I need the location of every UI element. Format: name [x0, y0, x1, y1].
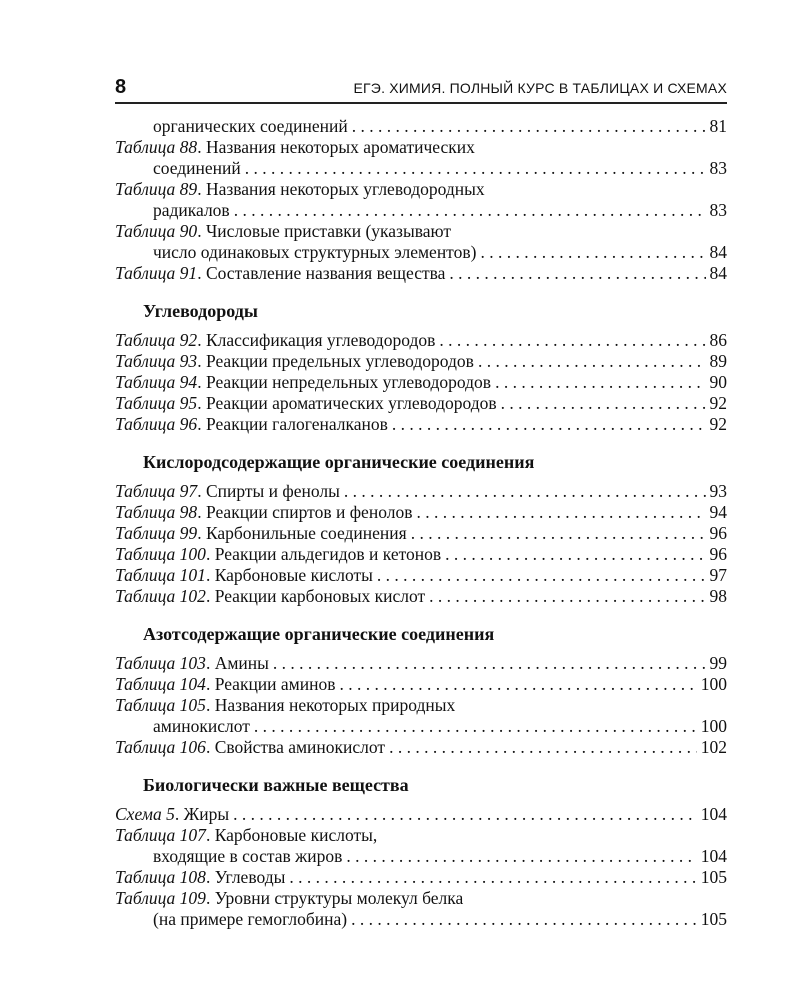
toc-page: 90 — [709, 372, 727, 392]
toc-entry-text: Числовые приставки (указывают — [205, 221, 452, 241]
toc-label: Таблица 90 — [115, 221, 198, 241]
toc-entry-text: Классификация углеводородов — [205, 330, 436, 350]
toc-entry-text: Названия некоторых природных — [214, 695, 456, 715]
toc-page: 89 — [709, 351, 727, 371]
toc-page: 94 — [709, 502, 727, 522]
toc-entry: Таблица 90 . Числовые приставки (указывают — [115, 221, 452, 241]
toc-entry-continuation — [115, 158, 727, 179]
toc-page: 96 — [709, 523, 727, 543]
toc-entry: Таблица 102 . Реакции карбоновых кислот . . . 98 — [115, 586, 727, 607]
toc-page: 83 — [709, 158, 727, 178]
toc-label: Таблица 91 — [115, 263, 198, 283]
toc-entry-continuation — [115, 716, 727, 737]
toc-entry: Таблица 107 . Карбоновые кислоты, — [115, 825, 378, 845]
toc-page: 105 — [700, 867, 727, 887]
toc-entry-text: Реакции аминов — [214, 674, 336, 694]
toc-page: 100 — [700, 674, 727, 694]
toc-entry: Таблица 100 . Реакции альдегидов и кетонов . . . 96 — [115, 544, 727, 565]
toc-label: Таблица 109 — [115, 888, 206, 908]
toc-entry: Таблица 98 . Реакции спиртов и фенолов . . . 94 — [115, 502, 727, 523]
toc-entry: Таблица 94 . Реакции непредельных углеводородов . . . 90 — [115, 372, 727, 393]
toc-entry-text: Жиры — [183, 804, 230, 824]
toc-entry-text: соединений — [153, 158, 241, 178]
toc-entry-continuation — [115, 846, 727, 867]
toc-entry: Таблица 97 . Спирты и фенолы . . . 93 — [115, 481, 727, 502]
section-heading: Биологически важные вещества — [143, 775, 409, 795]
toc-label: Таблица 88 — [115, 137, 198, 157]
toc-entry-text: Реакции предельных углеводородов — [205, 351, 474, 371]
toc-entry-text: Уровни структуры молекул белка — [214, 888, 464, 908]
toc-label: Таблица 95 — [115, 393, 198, 413]
toc-entry: Таблица 88 . Названия некоторых ароматических — [115, 137, 475, 157]
toc-entry-text: Реакции ароматических углеводородов — [205, 393, 497, 413]
toc-entry-text: Названия некоторых ароматических — [205, 137, 475, 157]
toc-page: 84 — [709, 242, 727, 262]
toc-label: Таблица 94 — [115, 372, 198, 392]
toc-page: 102 — [700, 737, 727, 757]
toc-label: Таблица 108 — [115, 867, 206, 887]
toc-label: Таблица 104 — [115, 674, 206, 694]
toc-entry: Таблица 103 . Амины . . . 99 — [115, 653, 727, 674]
toc-page: 92 — [709, 414, 727, 434]
toc-entry-text: Карбонильные соединения — [205, 523, 407, 543]
toc-page: 98 — [709, 586, 727, 606]
section-heading: Углеводороды — [143, 301, 258, 321]
toc-label: Таблица 89 — [115, 179, 198, 199]
toc-page: 81 — [709, 116, 727, 136]
toc-entry-text: аминокислот — [153, 716, 250, 736]
toc-entry: Таблица 95 . Реакции ароматических углеводородов . . . 92 — [115, 393, 727, 414]
toc-entry: Таблица 105 . Названия некоторых природных — [115, 695, 456, 715]
toc-page: 104 — [700, 804, 727, 824]
toc-entry: Таблица 101 . Карбоновые кислоты . . . 97 — [115, 565, 727, 586]
toc-label: Таблица 92 — [115, 330, 198, 350]
page-number: 8 — [115, 76, 127, 98]
toc-entry: Таблица 92 . Классификация углеводородов . . . 86 — [115, 330, 727, 351]
toc-page: 105 — [700, 909, 727, 929]
toc-entry-text: Составление названия вещества — [205, 263, 446, 283]
toc-label: Таблица 102 — [115, 586, 206, 606]
toc-page: 93 — [709, 481, 727, 501]
section-heading: Кислородсодержащие органические соединения — [143, 452, 535, 472]
toc-entry — [115, 116, 727, 137]
toc-page: 84 — [709, 263, 727, 283]
toc-entry-text: органических соединений — [153, 116, 348, 136]
toc-entry-text: (на примере гемоглобина) — [153, 909, 348, 929]
toc-entry-text: Свойства аминокислот — [214, 737, 386, 757]
toc-entry-continuation — [115, 242, 727, 263]
page-header — [115, 72, 727, 104]
toc-entry-text: радикалов — [153, 200, 230, 220]
toc-page: 104 — [700, 846, 727, 866]
toc-page: 97 — [709, 565, 727, 585]
toc-label: Таблица 103 — [115, 653, 206, 673]
toc-label: Схема 5 — [115, 804, 175, 824]
toc-page: 92 — [709, 393, 727, 413]
toc-label: Таблица 96 — [115, 414, 198, 434]
toc-entry-continuation — [115, 909, 727, 930]
toc-label: Таблица 93 — [115, 351, 198, 371]
toc-entry-text: входящие в состав жиров — [153, 846, 343, 866]
toc-entry-text: Амины — [214, 653, 269, 673]
toc-entry: Таблица 108 . Углеводы . . . 105 — [115, 867, 727, 888]
toc-entry-continuation — [115, 200, 727, 221]
toc-entry-text: Реакции галогеналканов — [205, 414, 388, 434]
toc-label: Таблица 107 — [115, 825, 206, 845]
toc-entry: Таблица 91 . Составление названия вещества . . . 84 — [115, 263, 727, 284]
toc-entry-text: число одинаковых структурных элементов) — [153, 242, 477, 262]
toc-entry: Таблица 104 . Реакции аминов . . . 100 — [115, 674, 727, 695]
toc-label: Таблица 99 — [115, 523, 198, 543]
toc-entry-text: Названия некоторых углеводородных — [205, 179, 485, 199]
toc-entry-text: Карбоновые кислоты — [214, 565, 373, 585]
book-page — [115, 72, 727, 930]
toc-page: 99 — [709, 653, 727, 673]
toc-entry: Таблица 106 . Свойства аминокислот . . . 102 — [115, 737, 727, 758]
toc-page: 96 — [709, 544, 727, 564]
toc-entry-text: Реакции альдегидов и кетонов — [214, 544, 442, 564]
toc-label: Таблица 105 — [115, 695, 206, 715]
toc-entry-text: Спирты и фенолы — [205, 481, 340, 501]
toc-entry: Таблица 96 . Реакции галогеналканов . . . 92 — [115, 414, 727, 435]
table-of-contents — [115, 116, 727, 930]
toc-entry: Таблица 89 . Названия некоторых углеводородных — [115, 179, 485, 199]
toc-entry: Таблица 93 . Реакции предельных углеводородов . . . 89 — [115, 351, 727, 372]
section-heading: Азотсодержащие органические соединения — [143, 624, 495, 644]
toc-entry-text: Карбоновые кислоты, — [214, 825, 378, 845]
toc-entry: Таблица 99 . Карбонильные соединения . . . 96 — [115, 523, 727, 544]
running-title: ЕГЭ. ХИМИЯ. ПОЛНЫЙ КУРС В ТАБЛИЦАХ И СХЕМАХ — [353, 80, 727, 96]
toc-entry-text: Реакции непредельных углеводородов — [205, 372, 492, 392]
toc-label: Таблица 101 — [115, 565, 206, 585]
toc-entry-text: Углеводы — [214, 867, 286, 887]
toc-label: Таблица 98 — [115, 502, 198, 522]
toc-entry: Таблица 109 . Уровни структуры молекул белка — [115, 888, 464, 908]
toc-entry-text: Реакции спиртов и фенолов — [205, 502, 413, 522]
toc-page: 83 — [709, 200, 727, 220]
toc-label: Таблица 100 — [115, 544, 206, 564]
toc-label: Таблица 106 — [115, 737, 206, 757]
toc-page: 100 — [700, 716, 727, 736]
toc-page: 86 — [709, 330, 727, 350]
toc-entry: Схема 5 . Жиры . . . 104 — [115, 804, 727, 825]
toc-entry-text: Реакции карбоновых кислот — [214, 586, 426, 606]
toc-label: Таблица 97 — [115, 481, 198, 501]
